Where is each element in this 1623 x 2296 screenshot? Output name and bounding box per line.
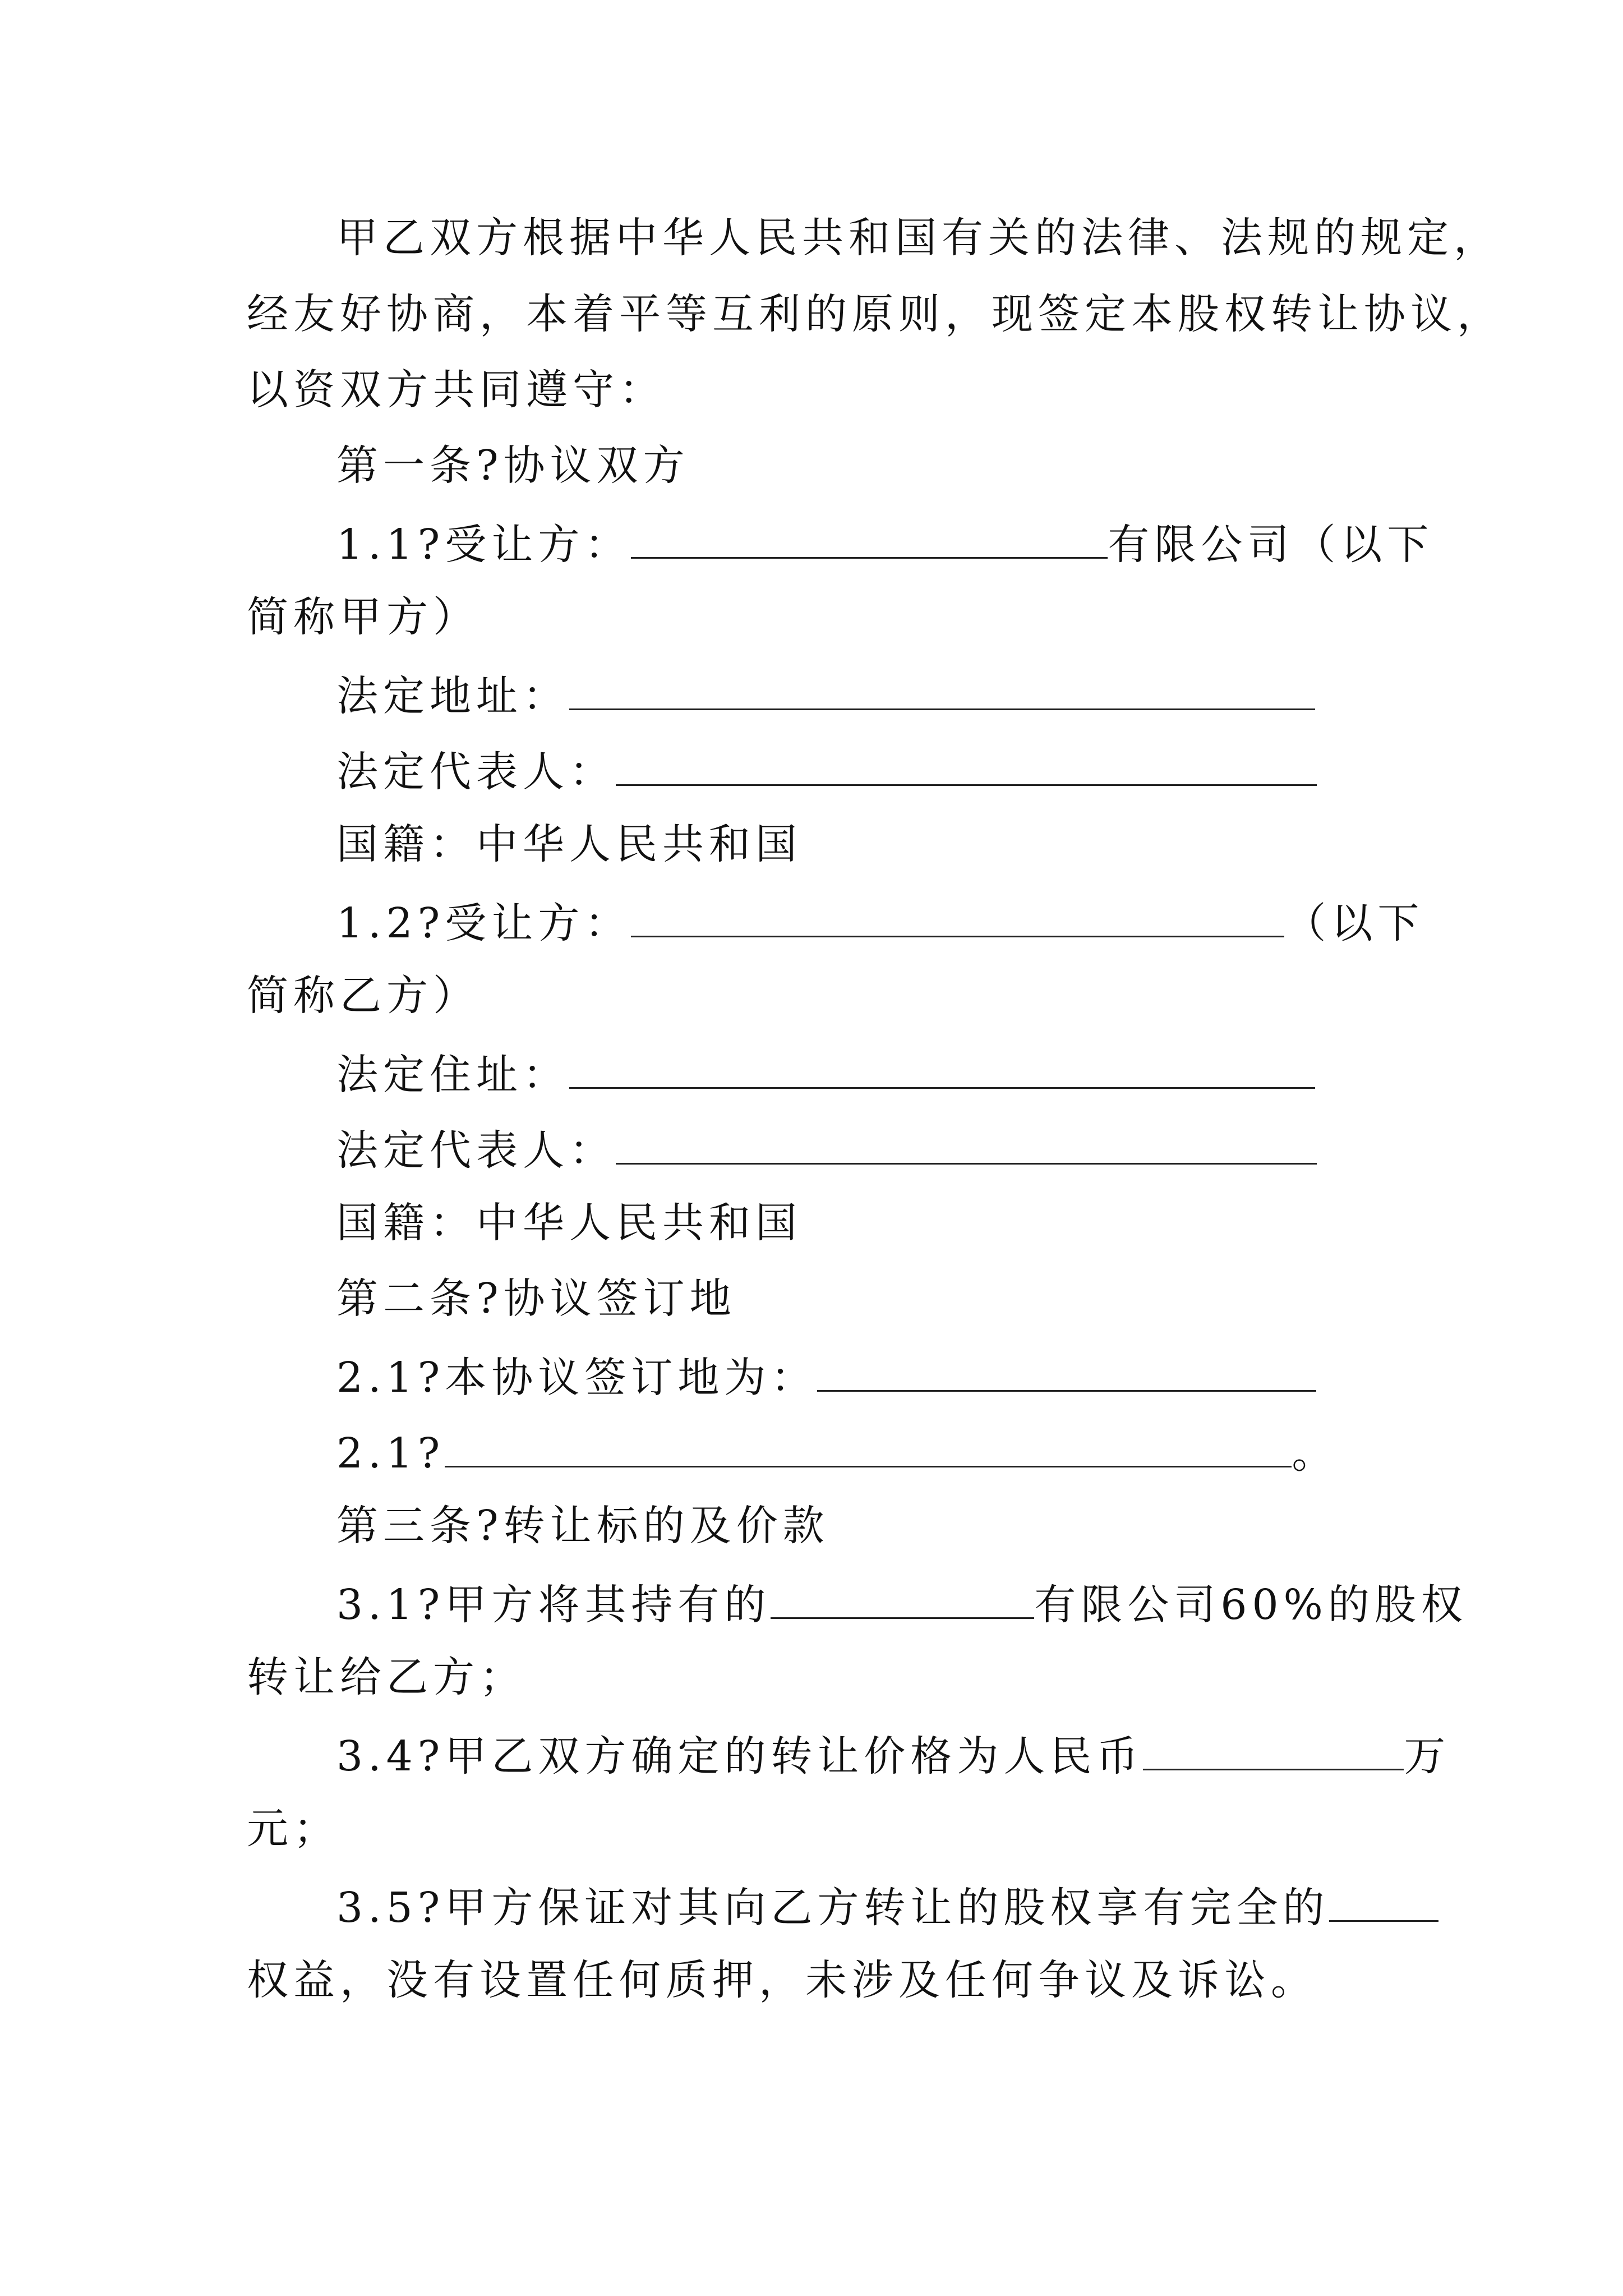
clause-3-5-cont: 权益，没有设置任何质押，未涉及任何争议及诉讼。 bbox=[247, 1956, 1317, 2004]
party-b-name-blank bbox=[631, 892, 1284, 937]
clause-3-1-suffix: 有限公司60%的股权 bbox=[1034, 1581, 1468, 1629]
article-1-heading: 第一条?协议双方 bbox=[336, 441, 690, 490]
clause-3-1-blank bbox=[771, 1573, 1034, 1619]
clause-3-1-line bbox=[336, 1573, 1468, 1630]
party-a-label: 1.1?受让方： bbox=[336, 521, 631, 569]
clause-3-4-line bbox=[336, 1725, 1450, 1781]
party-a-rep-label: 法定代表人： bbox=[336, 748, 616, 796]
signing-place-blank bbox=[817, 1346, 1316, 1392]
party-b-address-line bbox=[336, 1043, 1315, 1099]
clause-3-5-blank bbox=[1329, 1876, 1438, 1922]
party-b-nationality: 国籍：中华人民共和国 bbox=[336, 1199, 802, 1247]
party-b-rep-blank bbox=[616, 1119, 1317, 1165]
clause-3-5-line bbox=[336, 1876, 1438, 1932]
party-a-address-line bbox=[336, 665, 1315, 721]
clause-2-1b-end: 。 bbox=[1292, 1429, 1339, 1478]
party-b-address-blank bbox=[569, 1043, 1315, 1089]
signing-place-line bbox=[336, 1346, 1316, 1402]
party-a-suffix-cont: 简称甲方） bbox=[247, 593, 479, 641]
party-a-rep-line bbox=[336, 740, 1317, 797]
party-a-address-blank bbox=[569, 665, 1315, 710]
clause-3-5-prefix: 3.5?甲方保证对其向乙方转让的股权享有完全的 bbox=[336, 1884, 1330, 1932]
article-3-heading: 第三条?转让标的及价款 bbox=[336, 1502, 829, 1550]
clause-3-4-cont: 元； bbox=[247, 1805, 340, 1853]
clause-2-1b-label: 2.1? bbox=[336, 1429, 445, 1478]
party-a-suffix: 有限公司（以下 bbox=[1108, 521, 1434, 569]
party-a-rep-blank bbox=[616, 740, 1317, 786]
preamble-line-1: 甲乙双方根据中华人民共和国有关的法律、法规的规定， bbox=[336, 214, 1500, 262]
article-2-heading: 第二条?协议签订地 bbox=[336, 1274, 736, 1323]
preamble-line-3: 以资双方共同遵守： bbox=[247, 366, 666, 414]
clause-3-1-prefix: 3.1?甲方将其持有的 bbox=[336, 1581, 771, 1629]
party-a-nationality: 国籍：中华人民共和国 bbox=[336, 820, 802, 868]
party-b-label: 1.2?受让方： bbox=[336, 899, 631, 947]
clause-3-4-suffix: 万 bbox=[1404, 1732, 1451, 1780]
party-b-rep-label: 法定代表人： bbox=[336, 1126, 616, 1175]
party-b-address-label: 法定住址： bbox=[336, 1051, 569, 1099]
clause-3-4-prefix: 3.4?甲乙双方确定的转让价格为人民币 bbox=[336, 1732, 1144, 1780]
clause-3-1-cont: 转让给乙方； bbox=[247, 1653, 526, 1701]
party-a-line bbox=[336, 513, 1433, 569]
clause-2-1b-blank bbox=[445, 1422, 1292, 1467]
party-a-name-blank bbox=[631, 513, 1108, 559]
party-b-suffix: （以下 bbox=[1284, 899, 1424, 947]
preamble-line-2: 经友好协商，本着平等互利的原则，现签定本股权转让协议， bbox=[247, 290, 1504, 338]
clause-3-4-blank bbox=[1143, 1725, 1404, 1770]
party-b-rep-line bbox=[336, 1119, 1317, 1175]
party-a-address-label: 法定地址： bbox=[336, 672, 569, 720]
party-b-suffix-cont: 简称乙方） bbox=[247, 972, 479, 1020]
clause-2-1b-line bbox=[336, 1422, 1338, 1478]
party-b-line bbox=[336, 892, 1424, 948]
signing-place-label: 2.1?本协议签订地为： bbox=[336, 1354, 818, 1402]
